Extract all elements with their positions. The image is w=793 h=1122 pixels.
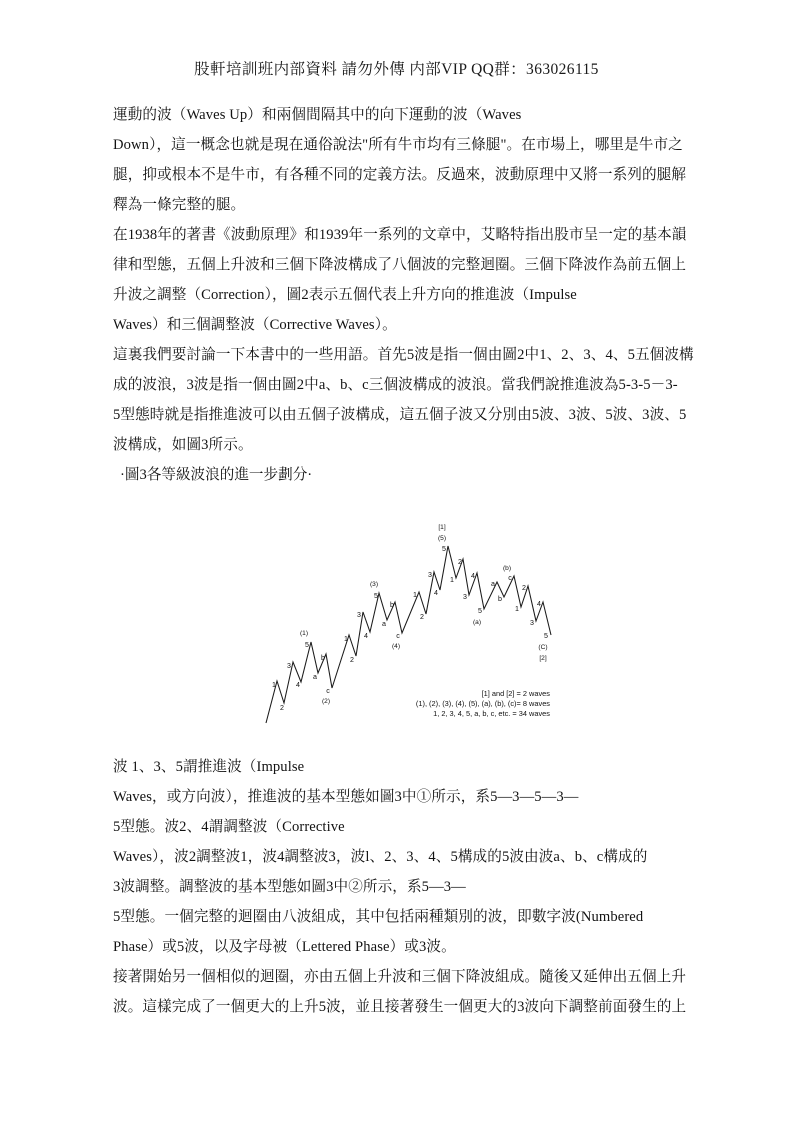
wave-point-label: a <box>491 580 495 588</box>
text-line: 成的波浪，3波是指一個由圖2中a、b、c三個波構成的波浪。當我們說推進波為5-3-5－3- <box>113 377 678 393</box>
wave-point-label: 1 <box>515 605 519 613</box>
wave-point-label: 1 <box>450 576 454 584</box>
legend-line: [1] and [2] = 2 waves <box>481 689 550 698</box>
wave-point-label: a <box>382 620 386 628</box>
text-line: 這裏我們要討論一下本書中的一些用語。首先5波是指一個由圖2中1、2、3、4、5五個波構 <box>113 347 694 363</box>
wave-point-label: (2) <box>321 698 331 705</box>
legend-line: 1, 2, 3, 4, 5, a, b, c, etc. = 34 waves <box>433 709 550 718</box>
wave-point-label: [2] <box>539 655 547 662</box>
wave-point-label: 4 <box>471 572 475 580</box>
wave-point-label: (5) <box>437 535 447 542</box>
wave-point-label: 5 <box>305 641 309 649</box>
paragraph-1 <box>113 100 686 220</box>
paragraph-2 <box>113 220 686 340</box>
text-line: 律和型態，五個上升波和三個下降波構成了八個波的完整迴圈。三個下降波作為前五個上 <box>113 257 687 273</box>
wave-point-label: c <box>396 632 400 640</box>
wave-point-label: a <box>313 673 317 681</box>
text-line: 波 1、3、5謂推進波（Impulse <box>113 759 305 775</box>
page-watermark-header: 股軒培訓班内部資料 請勿外傳 内部VIP QQ群：363026115 <box>194 61 599 78</box>
text-line: 5型態。一個完整的迴圈由八波組成，其中包括兩種類別的波，即數字波(Numbered <box>113 909 644 925</box>
text-line: 波。這樣完成了一個更大的上升5波，並且接著發生一個更大的3波向下調整前面發生的上 <box>113 999 687 1015</box>
wave-point-label: 2 <box>458 558 462 566</box>
text-line: 波構成，如圖3所示。 <box>113 437 253 453</box>
paragraph-5 <box>113 962 688 1022</box>
wave-point-label: c <box>326 687 330 695</box>
wave-point-label: 5 <box>478 607 482 615</box>
wave-point-label: 3 <box>357 611 361 619</box>
text-line: Down），這一概念也就是現在通俗說法"所有牛市均有三條腿"。在市場上，哪里是牛市之 <box>113 137 683 153</box>
text-line: 5型態。波2、4謂調整波（Corrective <box>113 819 345 835</box>
wave-point-label: b <box>390 601 394 609</box>
text-line: 釋為一條完整的腿。 <box>113 197 246 213</box>
wave-point-label: (C) <box>538 644 548 651</box>
wave-point-label: 4 <box>296 681 300 689</box>
wave-point-label: 4 <box>537 600 541 608</box>
wave-point-label: (a) <box>472 619 482 626</box>
wave-point-label: 3 <box>428 571 432 579</box>
text-line: 3波調整。調整波的基本型態如圖3中②所示，系5—3— <box>113 879 466 895</box>
wave-point-label: 2 <box>280 704 284 712</box>
text-line: 5型態時就是指推進波可以由五個子波構成，這五個子波又分別由5波、3波、5波、3波、5 <box>113 407 687 423</box>
wave-point-label: 1 <box>272 681 276 689</box>
wave-point-label: (b) <box>502 565 512 572</box>
wave-point-label: (3) <box>369 581 379 588</box>
elliott-wave-figure <box>252 507 572 739</box>
wave-point-label: [1] <box>438 524 446 531</box>
paragraph-4 <box>113 752 688 962</box>
text-line: Phase）或5波，以及字母被（Lettered Phase）或3波。 <box>113 939 456 955</box>
wave-point-label: 3 <box>463 593 467 601</box>
legend-line: (1), (2), (3), (4), (5), (a), (b), (c)= 8 waves <box>415 699 550 708</box>
paragraph-3 <box>113 340 694 460</box>
wave-diagram-svg <box>252 507 572 739</box>
text-line: Waves）和三個調整波（Corrective Waves）。 <box>113 317 397 333</box>
wave-point-label: 2 <box>350 656 354 664</box>
wave-point-label: 3 <box>287 662 291 670</box>
text-line: Waves），波2調整波1，波4調整波3，波l、2、3、4、5構成的5波由波a、b、c構成的 <box>113 849 648 865</box>
wave-point-label: 4 <box>434 589 438 597</box>
lower-body-text <box>113 752 688 1022</box>
wave-point-label: 5 <box>374 592 378 600</box>
text-line: 接著開始另一個相似的迴圈，亦由五個上升波和三個下降波組成。隨後又延伸出五個上升 <box>113 969 687 985</box>
wave-point-label: (4) <box>391 643 401 650</box>
text-line: 升波之調整（Correction），圖2表示五個代表上升方向的推進波（Impulse <box>113 287 577 303</box>
text-line: Waves，或方向波），推進波的基本型態如圖3中①所示，系5—3—5—3— <box>113 789 579 805</box>
wave-point-label: 5 <box>442 545 446 553</box>
wave-point-label: 5 <box>544 632 548 640</box>
figure-caption: ·圖3各等級波浪的進一步劃分· <box>120 467 313 483</box>
wave-point-label: 1 <box>344 635 348 643</box>
text-line: 腿，抑或根本不是牛市，有各種不同的定義方法。反過來，波動原理中又將一系列的腿解 <box>113 167 687 183</box>
text-line: 運動的波（Waves Up）和兩個間隔其中的向下運動的波（Waves <box>113 107 522 123</box>
wave-point-label: 1 <box>413 591 417 599</box>
wave-point-label: 4 <box>364 632 368 640</box>
wave-point-label: b <box>321 654 325 662</box>
wave-point-label: c <box>508 574 512 582</box>
wave-point-label: 2 <box>420 613 424 621</box>
wave-point-label: b <box>498 595 502 603</box>
wave-point-label: (1) <box>299 630 309 637</box>
upper-body-text <box>113 100 694 490</box>
wave-point-label: 2 <box>522 584 526 592</box>
text-line: 在1938年的著書《波動原理》和1939年一系列的文章中，艾略特指出股市呈一定的基本韻 <box>113 227 687 243</box>
wave-point-label: 3 <box>530 619 534 627</box>
